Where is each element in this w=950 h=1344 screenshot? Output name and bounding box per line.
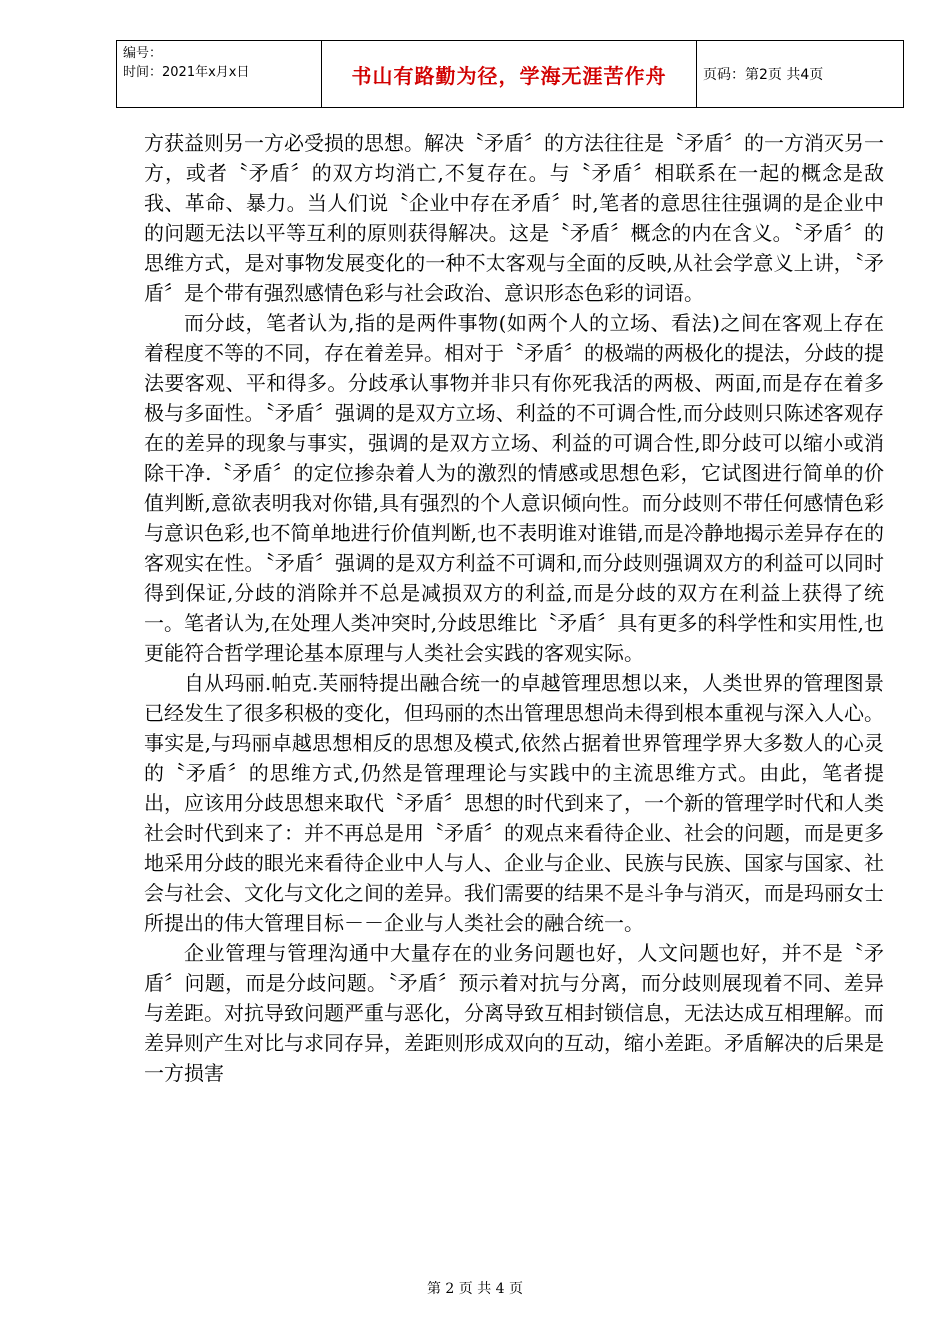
page-footer: 第 2 页 共 4 页: [426, 1281, 524, 1297]
document-body: [144, 128, 884, 1088]
header-motto: 书山有路勤为径，学海无涯苦作舟: [322, 41, 697, 108]
document-time-label: 时间：2021年x月x日: [123, 65, 250, 80]
document-number-label: 编号：: [123, 46, 163, 61]
paragraph: 企业管理与管理沟通中大量存在的业务问题也好，人文问题也好，并不是〝矛盾〞问题，而是分歧问题。〝矛盾〞预示着对抗与分离，而分歧则展现着不同、差异与差距。对抗导致问题严重与恶化，分离导致互相封锁信息，无法达成互相理解。而差异则产生对比与求同存异，差距则形成双向的互动，缩小差距。矛盾解决的后果是一方损害: [144, 941, 884, 1085]
header-page-info: 页码：第2页 共4页: [697, 41, 904, 108]
document-header: [116, 40, 904, 108]
paragraph: 而分歧，笔者认为,指的是两件事物(如两个人的立场、看法)之间在客观上存在着程度不等的不同，存在着差异。相对于〝矛盾〞的极端的两极化的提法，分歧的提法要客观、平和得多。分歧承认事物并非只有你死我活的两极、两面,而是存在着多极与多面性。〝矛盾〞强调的是双方立场、利益的不可调合性,而分歧则只陈述客观存在的差异的现象与事实，强调的是双方立场、利益的可调合性,即分歧可以缩小或消除干净.〝矛盾〞的定位掺杂着人为的激烈的情感或思想色彩，它试图进行简单的价值判断,意欲表明我对你错,具有强烈的个人意识倾向性。而分歧则不带任何感情色彩与意识色彩,也不简单地进行价值判断,也不表明谁对谁错,而是冷静地揭示差异存在的客观实在性。〝矛盾〞强调的是双方利益不可调和,而分歧则强调双方的利益可以同时得到保证,分歧的消除并不总是减损双方的利益,而是分歧的双方在利益上获得了统一。笔者认为,在处理人类冲突时,分歧思维比〝矛盾〞具有更多的科学性和实用性,也更能符合哲学理论基本原理与人类社会实践的客观实际。: [144, 311, 884, 665]
header-meta-cell: [117, 41, 322, 108]
paragraph: 自从玛丽.帕克.芙丽特提出融合统一的卓越管理思想以来，人类世界的管理图景已经发生了很多积极的变化，但玛丽的杰出管理思想尚未得到根本重视与深入人心。事实是,与玛丽卓越思想相反的思想及模式,依然占据着世界管理学界大多数人的心灵的〝矛盾〞的思维方式,仍然是管理理论与实践中的主流思维方式。由此，笔者提出，应该用分歧思想来取代〝矛盾〞思想的时代到来了，一个新的管理学时代和人类社会时代到来了：并不再总是用〝矛盾〞的观点来看待企业、社会的问题，而是更多地采用分歧的眼光来看待企业中人与人、企业与企业、民族与民族、国家与国家、社会与社会、文化与文化之间的差异。我们需要的结果不是斗争与消灭，而是玛丽女士所提出的伟大管理目标－－企业与人类社会的融合统一。: [144, 671, 884, 935]
paragraph-continued: 方获益则另一方必受损的思想。解决〝矛盾〞的方法往往是〝矛盾〞的一方消灭另一方，或者〝矛盾〞的双方均消亡,不复存在。与〝矛盾〞相联系在一起的概念是敌我、革命、暴力。当人们说〝企业中存在矛盾〞时,笔者的意思往往强调的是企业中的问题无法以平等互利的原则获得解决。这是〝矛盾〞概念的内在含义。〝矛盾〞的思维方式，是对事物发展变化的一种不太客观与全面的反映,从社会学意义上讲，〝矛盾〞是个带有强烈感情色彩与社会政治、意识形态色彩的词语。: [144, 131, 884, 305]
